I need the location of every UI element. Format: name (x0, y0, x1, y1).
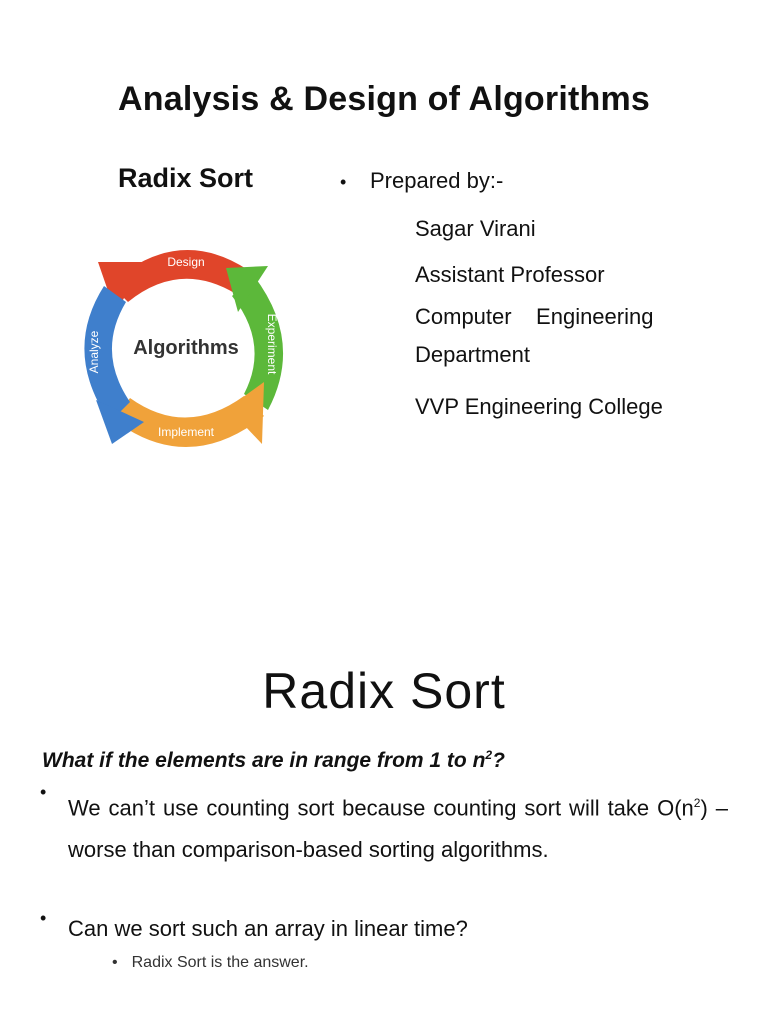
bullet-text-part2: ) – worse than comparison-based sorting algorithms. (68, 795, 728, 863)
author-department-line1: Computer Engineering (415, 304, 654, 329)
diagram-step-implement: Implement (157, 425, 215, 439)
bullet-dot: • (40, 908, 47, 928)
sub-bullet-text: Radix Sort is the answer. (131, 954, 309, 971)
bullet-linear-time (40, 908, 728, 950)
sub-bullet-answer (112, 954, 309, 972)
slide-subtitle: Radix Sort (118, 163, 254, 193)
author-role: Assistant Professor (415, 262, 605, 287)
bullet-text (68, 782, 728, 871)
question-exponent: 2 (485, 748, 493, 762)
author-name: Sagar Virani (415, 216, 536, 241)
author-department-line2: Department (415, 342, 530, 367)
bullet-dot: • (340, 172, 347, 192)
credits-heading: Prepared by:- (370, 168, 504, 193)
slide-title: Radix Sort (262, 663, 506, 719)
bullet-text: Can we sort such an array in linear time? (68, 916, 468, 941)
bullet-text-part1: We can’t use counting sort because counting sort will take O(n (68, 795, 694, 821)
diagram-step-design: Design (167, 255, 205, 269)
content-slide (0, 512, 768, 1024)
question-text: What if the elements are in range from 1 to n (42, 749, 486, 772)
credits-block (340, 168, 720, 430)
bullet-dot: • (40, 782, 47, 802)
bullet-counting-sort (40, 782, 728, 871)
question-mark: ? (492, 749, 505, 772)
diagram-step-experiment: Experiment (265, 313, 279, 375)
bullet-exponent: 2 (693, 796, 701, 810)
author-college: VVP Engineering College (415, 394, 663, 419)
diagram-step-analyze: Analyze (87, 330, 101, 374)
question-heading (42, 748, 505, 773)
diagram-center-label: Algorithms (133, 337, 239, 359)
bullet-dot: • (112, 954, 118, 971)
algorithm-cycle-diagram (68, 232, 298, 460)
slide-title: Analysis & Design of Algorithms (117, 80, 651, 118)
